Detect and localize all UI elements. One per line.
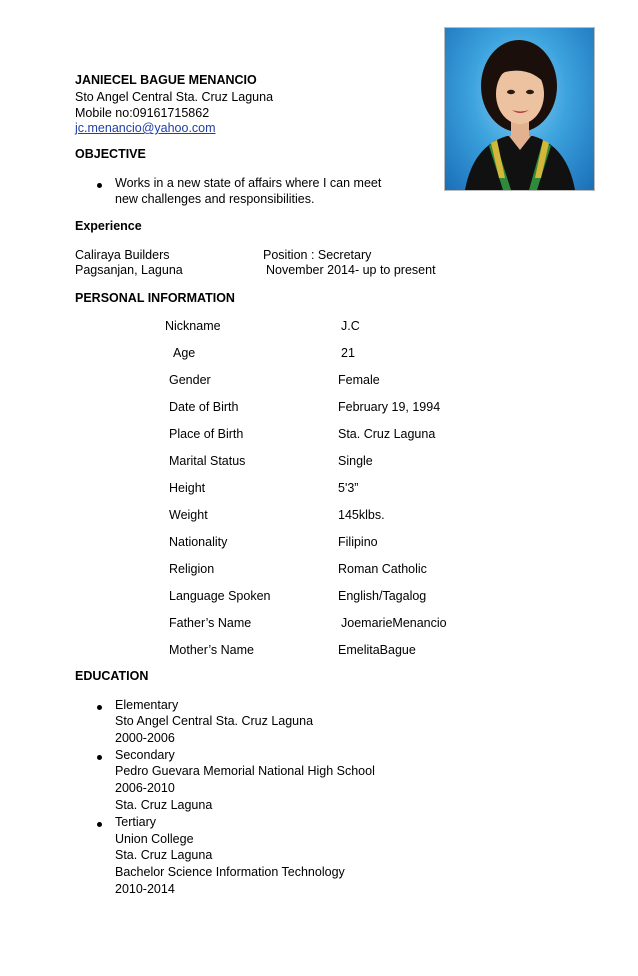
- objective-text-line2: new challenges and responsibilities.: [115, 192, 315, 206]
- pi-label-date-of-birth: Date of Birth: [169, 400, 239, 414]
- bullet-icon: [97, 705, 102, 710]
- education-tertiary-years: 2010-2014: [115, 882, 175, 896]
- graduate-portrait-image: [445, 28, 594, 190]
- education-heading: EDUCATION: [75, 669, 149, 683]
- pi-value-date-of-birth: February 19, 1994: [338, 400, 441, 414]
- experience-company: Caliraya Builders: [75, 248, 170, 262]
- education-secondary-place: Sta. Cruz Laguna: [115, 798, 213, 812]
- address: Sto Angel Central Sta. Cruz Laguna: [75, 90, 274, 104]
- email-link[interactable]: jc.menancio@yahoo.com: [75, 121, 216, 135]
- pi-label-fathers-name: Father’s Name: [169, 616, 252, 630]
- pi-value-marital-status: Single: [338, 454, 373, 468]
- education-tertiary-course: Bachelor Science Information Technology: [115, 865, 345, 879]
- mobile-number: Mobile no:09161715862: [75, 106, 210, 120]
- pi-label-nationality: Nationality: [169, 535, 228, 549]
- experience-location: Pagsanjan, Laguna: [75, 263, 183, 277]
- pi-value-place-of-birth: Sta. Cruz Laguna: [338, 427, 436, 441]
- applicant-name: JANIECEL BAGUE MENANCIO: [75, 73, 257, 87]
- experience-position: Position : Secretary: [263, 248, 372, 262]
- objective-text-line1: Works in a new state of affairs where I can meet: [115, 176, 382, 190]
- pi-label-mothers-name: Mother’s Name: [169, 643, 254, 657]
- personal-info-heading: PERSONAL INFORMATION: [75, 291, 235, 305]
- pi-label-marital-status: Marital Status: [169, 454, 246, 468]
- pi-label-age: Age: [173, 346, 196, 360]
- pi-value-language-spoken: English/Tagalog: [338, 589, 427, 603]
- objective-heading: OBJECTIVE: [75, 147, 146, 161]
- experience-dates: November 2014- up to present: [266, 263, 436, 277]
- pi-value-nickname: J.C: [341, 319, 360, 333]
- pi-label-height: Height: [169, 481, 206, 495]
- pi-label-place-of-birth: Place of Birth: [169, 427, 244, 441]
- education-secondary-years: 2006-2010: [115, 781, 175, 795]
- education-elementary-school: Sto Angel Central Sta. Cruz Laguna: [115, 714, 314, 728]
- bullet-icon: [97, 183, 102, 188]
- education-elementary-years: 2000-2006: [115, 731, 175, 745]
- pi-value-nationality: Filipino: [338, 535, 378, 549]
- pi-label-religion: Religion: [169, 562, 215, 576]
- pi-label-weight: Weight: [169, 508, 208, 522]
- pi-value-age: 21: [341, 346, 355, 360]
- pi-label-language-spoken: Language Spoken: [169, 589, 271, 603]
- pi-value-weight: 145klbs.: [338, 508, 385, 522]
- education-tertiary-school: Union College: [115, 832, 194, 846]
- pi-label-gender: Gender: [169, 373, 211, 387]
- experience-heading: Experience: [75, 219, 142, 233]
- pi-label-nickname: Nickname: [165, 319, 221, 333]
- education-secondary-level: Secondary: [115, 748, 175, 762]
- pi-value-fathers-name: JoemarieMenancio: [341, 616, 447, 630]
- pi-value-mothers-name: EmelitaBague: [338, 643, 416, 657]
- education-tertiary-place: Sta. Cruz Laguna: [115, 848, 213, 862]
- education-tertiary-level: Tertiary: [115, 815, 156, 829]
- pi-value-religion: Roman Catholic: [338, 562, 427, 576]
- pi-value-gender: Female: [338, 373, 380, 387]
- education-secondary-school: Pedro Guevara Memorial National High School: [115, 764, 375, 778]
- bullet-icon: [97, 755, 102, 760]
- bullet-icon: [97, 822, 102, 827]
- pi-value-height: 5'3”: [338, 481, 359, 495]
- education-elementary-level: Elementary: [115, 698, 179, 712]
- profile-photo: [444, 27, 595, 191]
